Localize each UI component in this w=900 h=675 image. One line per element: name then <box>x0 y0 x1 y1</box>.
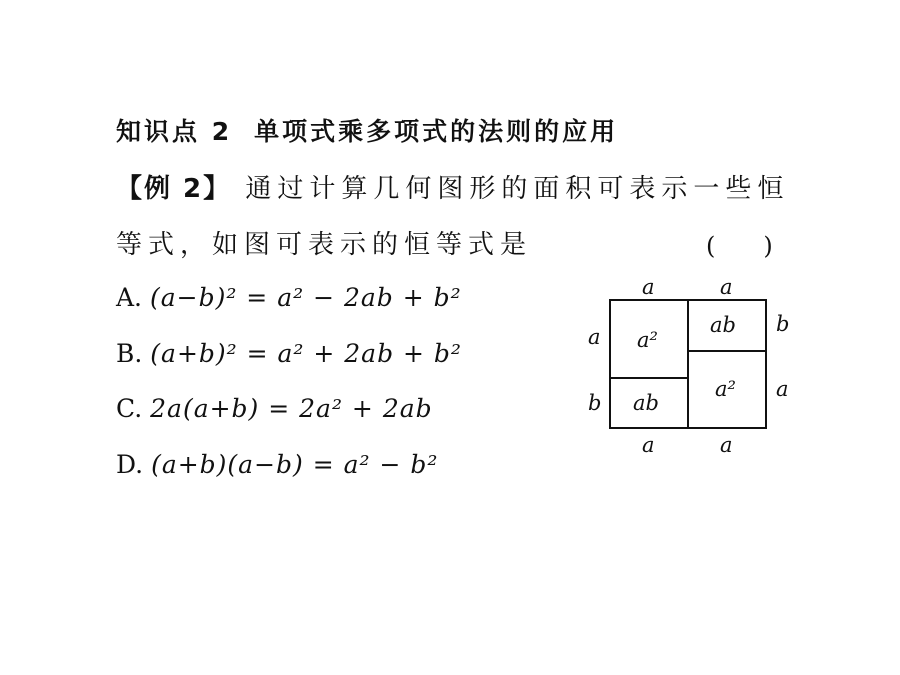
option-a <box>116 283 462 312</box>
bottom-label-1: a <box>642 433 655 457</box>
cell-bottom-left: ab <box>633 391 659 415</box>
left-label-top: a <box>588 325 601 349</box>
option-b-formula: (a+b)² = a² + 2ab + b² <box>150 339 462 368</box>
right-label-bottom: a <box>776 377 789 401</box>
option-d-formula: (a+b)(a−b) = a² − b² <box>151 450 439 479</box>
bottom-label-2: a <box>720 433 733 457</box>
section-title: 单项式乘多项式的法则的应用 <box>254 117 619 146</box>
option-c-letter: C. <box>116 394 143 423</box>
example-line-1 <box>116 168 789 205</box>
example-text-1: 通过计算几何图形的面积可表示一些恒 <box>245 174 790 204</box>
area-diagram <box>580 268 810 468</box>
top-label-1: a <box>642 275 655 299</box>
left-label-bottom: b <box>588 391 602 415</box>
example-tag: 【例 2】 <box>116 174 232 204</box>
option-b <box>116 339 462 368</box>
option-c-formula: 2a(a+b) = 2a² + 2ab <box>150 394 433 423</box>
option-a-letter: A. <box>116 283 143 312</box>
cell-top-right: ab <box>710 313 736 337</box>
option-a-formula: (a−b)² = a² − 2ab + b² <box>149 283 462 312</box>
option-d <box>116 450 438 479</box>
example-line-2 <box>116 224 532 261</box>
example-text-2: 等式，如图可表示的恒等式是 <box>116 230 533 260</box>
section-label: 知识点 2 <box>116 117 233 146</box>
area-figure <box>580 268 810 468</box>
option-d-letter: D. <box>116 450 144 479</box>
option-b-letter: B. <box>116 339 143 368</box>
answer-blank: ( ) <box>706 232 773 260</box>
section-heading <box>116 112 618 148</box>
cell-bottom-right: a² <box>715 377 736 401</box>
cell-top-left: a² <box>637 328 658 352</box>
top-label-2: a <box>720 275 733 299</box>
option-c <box>116 394 433 423</box>
right-label-top: b <box>776 312 790 336</box>
